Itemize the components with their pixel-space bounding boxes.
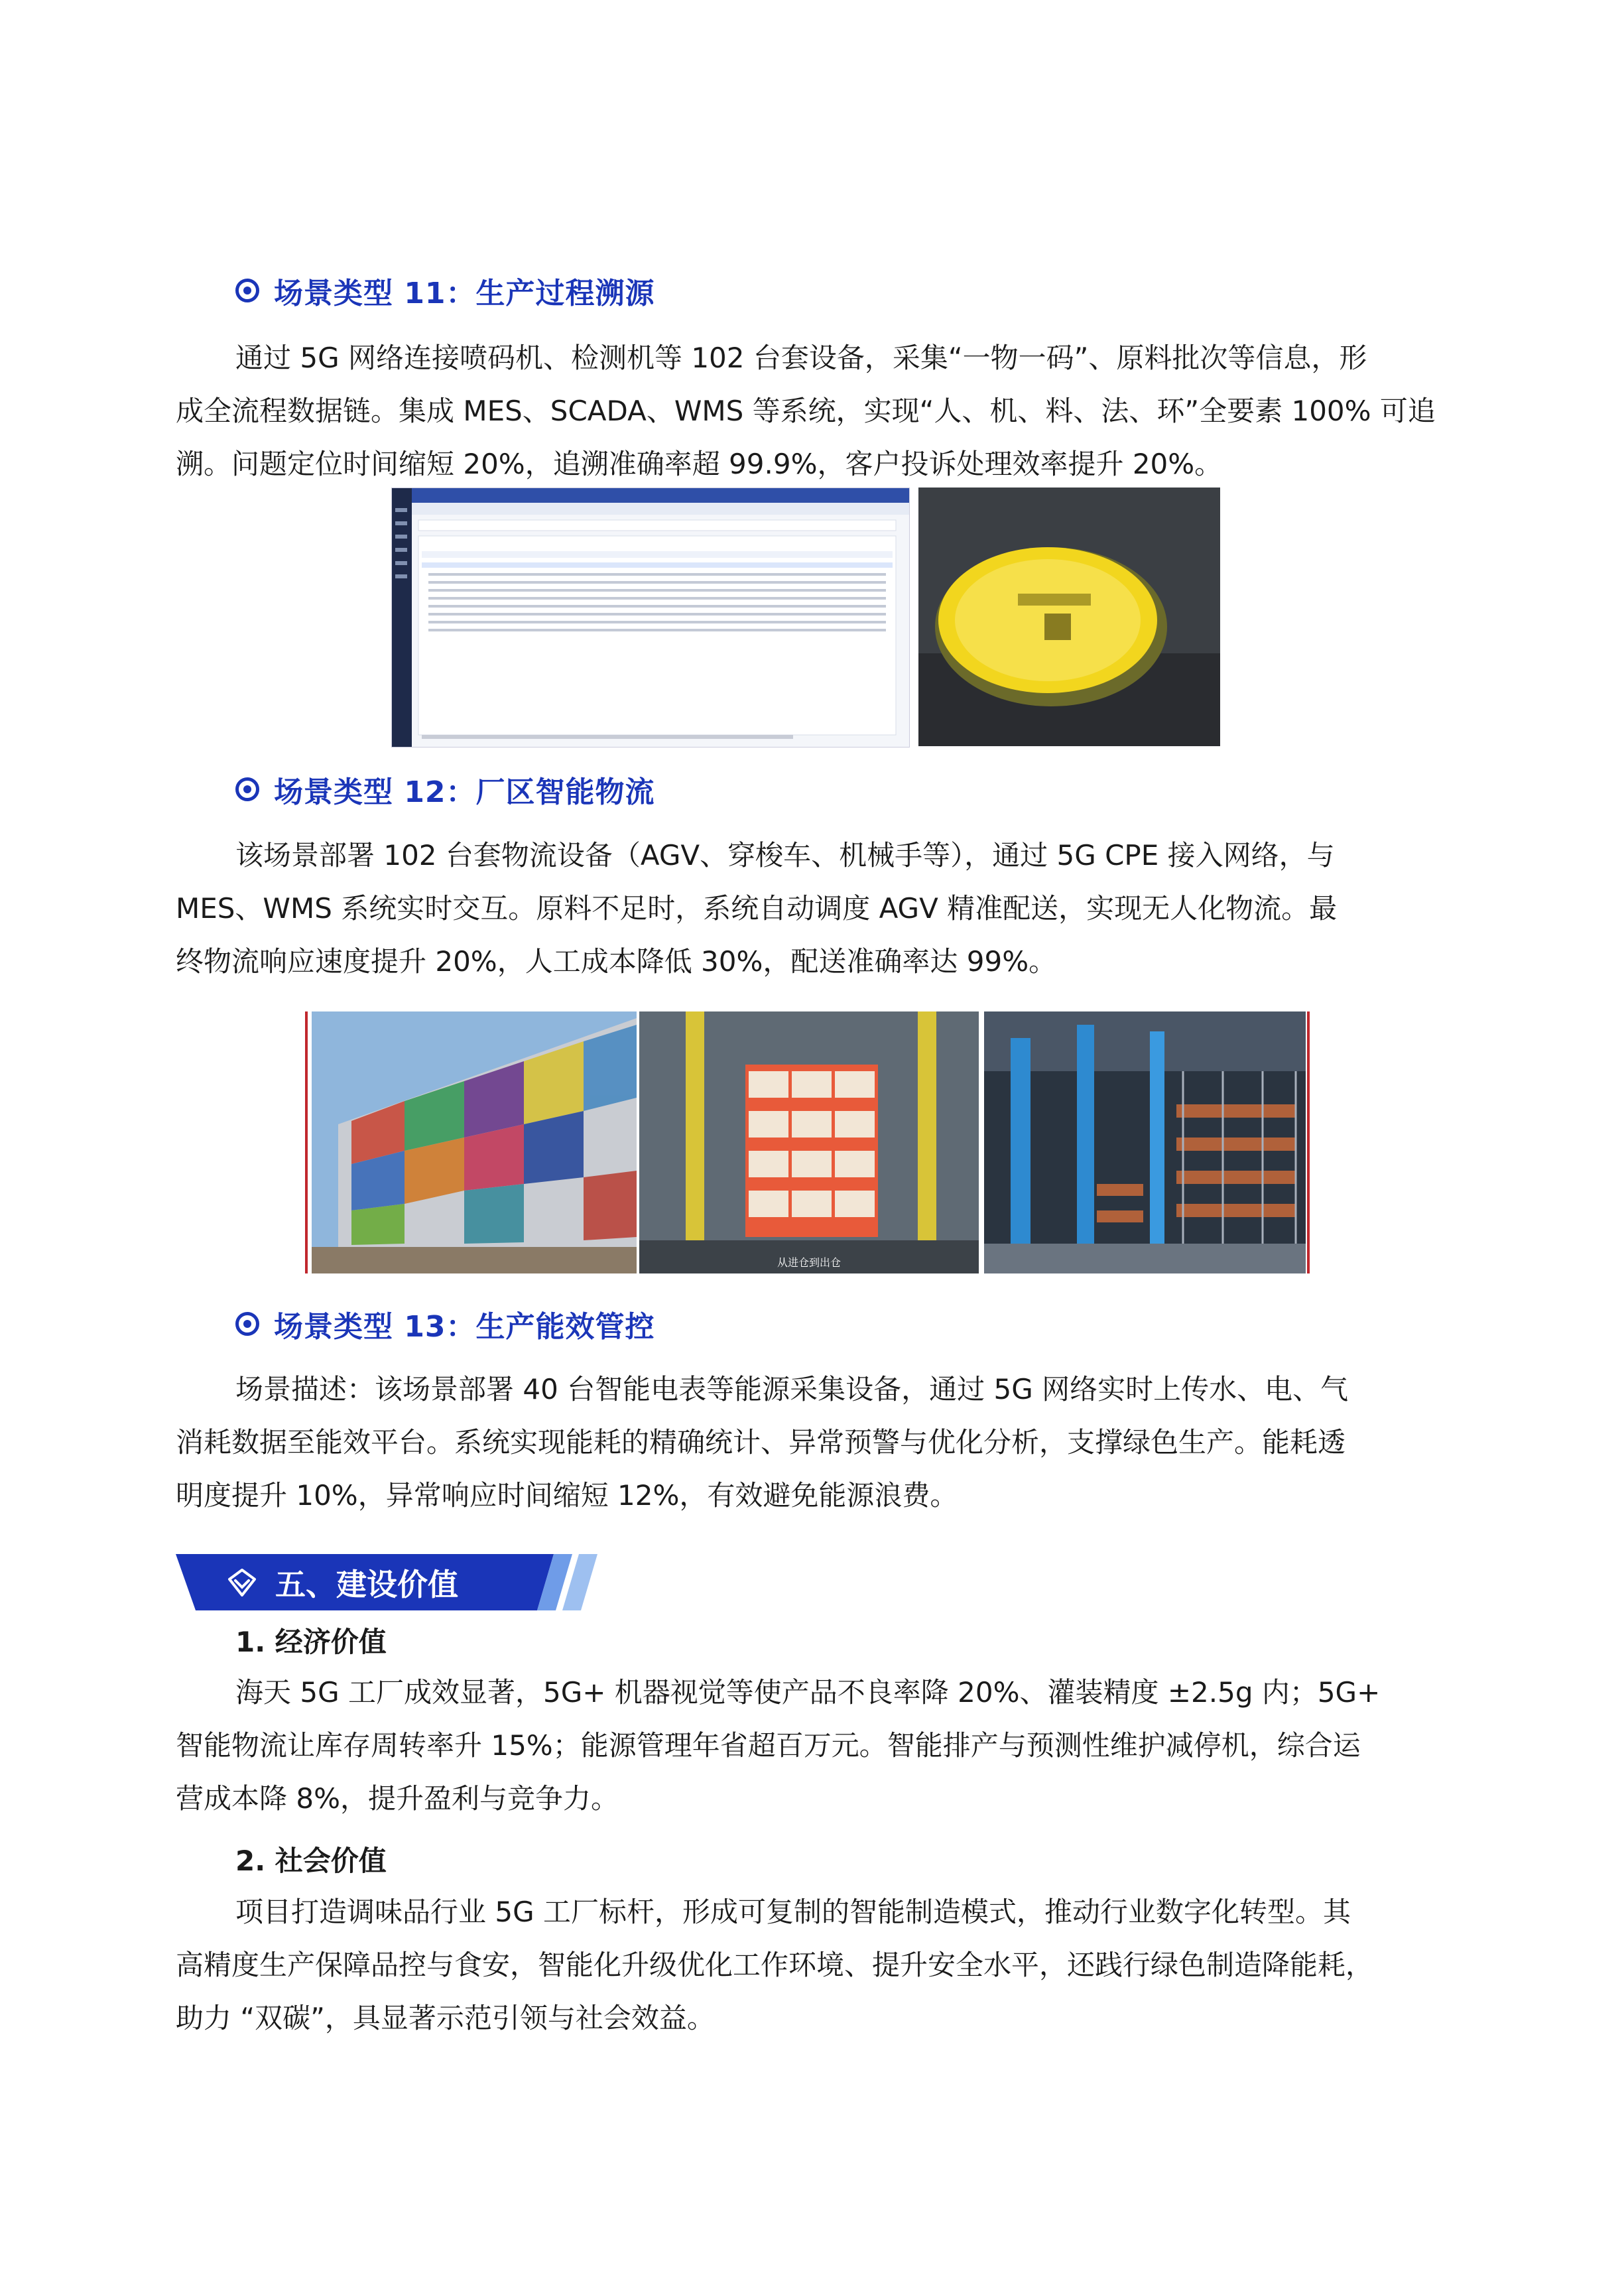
paragraph-social: 项目打造调味品行业 5G 工厂标杆，形成可复制的智能制造模式，推动行业数字化转型。其 高精度生产保障品控与食安，智能化升级优化工作环境、提升安全水平，还践行绿色制造降能耗， 助力 “双碳”，具显著示范引领与社会效益。 — [176, 1896, 1374, 2034]
section-title-12: 场景类型 12：厂区智能物流 — [235, 769, 655, 809]
paragraph-s13: 场景描述：该场景部署 40 台智能电表等能源采集设备，通过 5G 网络实时上传水、电、气 消耗数据至能效平台。系统实现能耗的精确统计、异常预警与优化分析，支撑绿色生产。能耗透 明度提升 10%，异常响应时间缩短 12%，有效避免能源浪费。 — [176, 1373, 1349, 1512]
paragraph-s11: 通过 5G 网络连接喷码机、检测机等 102 台套设备，采集“一物一码”、原料批次等信息，形 成全流程数据链。集成 MES、SCADA、WMS 等系统，实现“人、机、料、法、环”全要素 100% 可追 溯。问题定位时间缩短 20%，追溯准确率超 99.9%，客户投诉处理效率提升 20%。 — [176, 342, 1436, 480]
traceability-software-screenshot — [391, 488, 910, 748]
automated-storage-photo — [984, 1011, 1306, 1273]
palletized-goods-photo — [639, 1011, 979, 1273]
chapter-title: 五、建设价值 — [275, 1566, 458, 1602]
coded-lid-photo — [918, 488, 1220, 746]
section-title-13: 场景类型 13：生产能效管控 — [235, 1304, 655, 1344]
chapter-heading — [176, 1554, 613, 1610]
econ-heading: 1. 经济价值 — [235, 1626, 387, 1658]
target-icon — [235, 777, 259, 801]
logistics-photo-strip — [305, 1011, 1310, 1273]
social-heading: 2. 社会价值 — [235, 1845, 387, 1877]
section-title-11: 场景类型 11：生产过程溯源 — [235, 271, 655, 310]
paragraph-econ: 海天 5G 工厂成效显著，5G+ 机器视觉等使产品不良率降 20%、灌装精度 ±2.5g 内；5G+ 智能物流让库存周转率升 15%；能源管理年省超百万元。智能排产与预测性维护减停机，综合运 营成本降 8%，提升盈利与竞争力。 — [176, 1676, 1381, 1815]
paragraph-s12: 该场景部署 102 台套物流设备（AGV、穿梭车、机械手等），通过 5G CPE 接入网络，与 MES、WMS 系统实时交互。原料不足时，系统自动调度 AGV 精准配送，实现无人化物流。最 终物流响应速度提升 20%，人工成本降低 30%，配送准确率达 99%。 — [176, 839, 1338, 978]
warehouse-facade-photo — [312, 1011, 637, 1273]
target-icon — [235, 1312, 259, 1336]
diamond-icon — [225, 1566, 259, 1599]
photo-caption: 从进仓到出仓 — [777, 1256, 841, 1269]
target-icon — [235, 279, 259, 302]
